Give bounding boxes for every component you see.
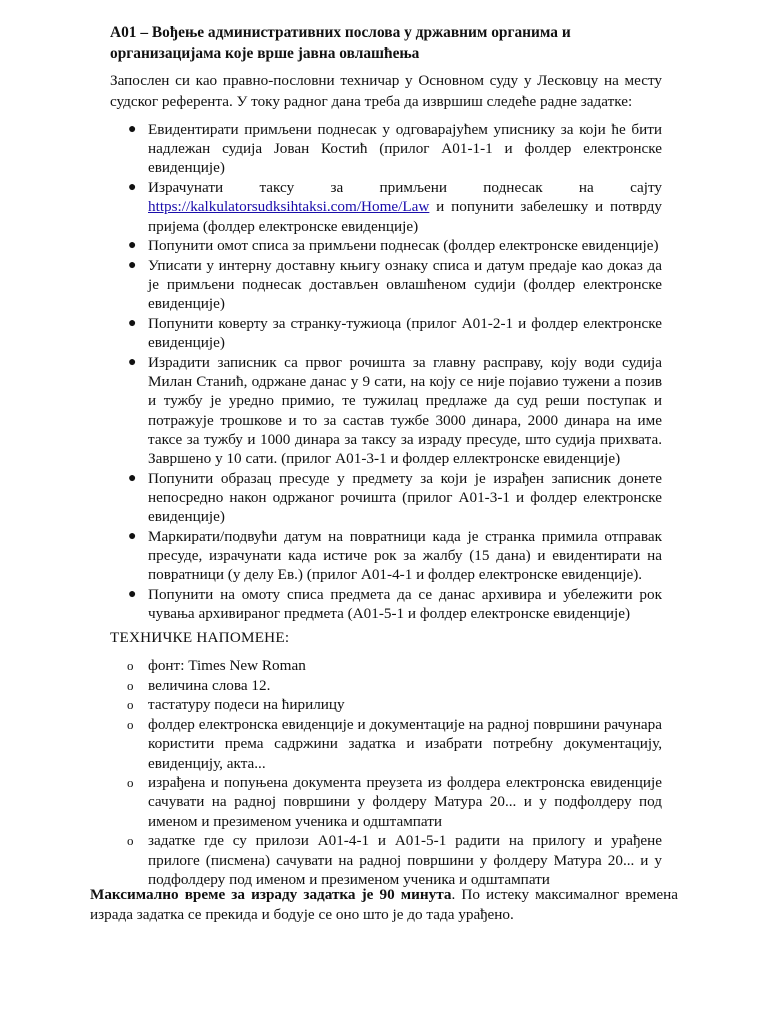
note-text: задатке где су прилози А01-4-1 и А01-5-1 радити на прилогу и урађене прилоге (писмена) сачувати на радној површини у фолдеру Матура 20... и у подфолдеру под именом и презименом ученика и одштампати — [148, 832, 662, 888]
list-item — [110, 469, 662, 527]
note-text: тастатуру подеси на ћирилицу — [148, 696, 345, 714]
list-item — [110, 236, 662, 255]
circle-bullet-icon: o — [127, 833, 134, 849]
circle-bullet-icon: o — [127, 717, 134, 733]
bullet-icon: ● — [128, 238, 137, 254]
document-title: А01 – Вођење административних послова у државним органима и организацијама које врше јавна овлашћења — [110, 24, 571, 62]
list-item — [110, 773, 662, 831]
bullet-icon: ● — [128, 257, 137, 273]
tax-calculator-link[interactable]: https://kalkulatorsudksihtaksi.com/Home/Law — [148, 198, 430, 216]
note-text: израђена и попуњена документа преузета из фолдера електронска евиденције сачувати на радној површини у фолдеру Матура 20... и у подфолдеру под именом и презименом ученика и одштампати — [148, 774, 662, 830]
task-text: Израдити записник са првог рочишта за главну расправу, коју води судија Милан Станић, одржане данас у 9 сати, на коју се није појавио тужени а позив и тужбу је уредно примио, те тужилац предлаже да суд реши поступак и потражује трошкове и то за састав тужбе 3000 динара, 2000 динара на име таксе за тужбу и 1000 динара за таксу за израду пресуде, што судија прихвата. Завршено у 10 сати. (прилог А01-3-1 и фолдер еллектронске евиденције) — [148, 353, 662, 467]
task-text-after-link: и попунити забелешку и потврду пријема (фолдер електронске евиденције) — [148, 198, 662, 235]
task-text: Попунити на омоту списа предмета да се данас архивира и убележити рок чувања архивираног предмета (А01-5-1 и фолдер електронске евиденције) — [148, 585, 662, 623]
list-item — [110, 676, 662, 695]
list-item — [110, 178, 662, 236]
notes-heading: ТЕХНИЧКЕ НАПОМЕНЕ: — [110, 629, 290, 646]
task-text: Евидентирати примљени поднесак у одговарајућем уписнику за који ће бити надлежан судија Јован Костић (прилог А01-1-1 и фолдер електронске евиденције) — [148, 121, 662, 177]
circle-bullet-icon: o — [127, 775, 134, 791]
note-text: величина слова 12. — [148, 676, 271, 694]
bullet-icon: ● — [128, 470, 137, 486]
bullet-icon: ● — [128, 316, 137, 332]
list-item — [110, 527, 662, 585]
list-item — [110, 715, 662, 773]
list-item — [110, 656, 662, 675]
intro-paragraph: Запослен си као правно-пословни техничар у Основном суду у Лесковцу на месту судског референта. У току радног дана треба да извршиш следеће радне задатке: — [110, 72, 662, 110]
task-text: Маркирати/подвући датум на повратници када је странка примила отправак пресуде, израчунати када истиче рок за жалбу (15 дана) и евидентирати на повратници (у делу Ев.) (прилог А01-4-1 и фолдер електронске евиденције). — [148, 527, 662, 584]
task-text-before-link: Израчунати таксу за примљени поднесак на сајту — [148, 179, 662, 197]
footer-paragraph — [90, 885, 678, 925]
bullet-icon: ● — [128, 354, 137, 370]
bullet-icon: ● — [128, 122, 137, 137]
bullet-icon: ● — [128, 528, 137, 544]
list-item — [110, 120, 662, 178]
note-text: фолдер електронска евиденције и документације на радној површини рачунара користити према садржини задатка и изабрати потребну документацију, евиденцију, акта... — [148, 716, 662, 772]
max-time-notice: Максимално време за израду задатка је 90 минута — [90, 886, 452, 903]
list-item — [110, 831, 662, 889]
note-text: фонт: Times New Roman — [148, 657, 306, 674]
list-item — [110, 256, 662, 314]
circle-bullet-icon: o — [127, 697, 134, 713]
circle-bullet-icon: o — [127, 677, 134, 693]
task-list — [110, 120, 662, 624]
footer-rest: . По истеку максималног времена израда задатка се прекида и бодује се оно што је до тада урађено. — [90, 886, 678, 923]
list-item — [110, 695, 662, 714]
task-text: Попунити коверту за странку-тужиоца (прилог А01-2-1 и фолдер електронске евиденције) — [148, 315, 662, 352]
list-item — [110, 585, 662, 623]
list-item — [110, 314, 662, 352]
task-text: Попунити образац пресуде у предмету за који је израђен записник донете непосредно након одржаног рочишта (прилог А01-3-1 и фолдер електронске евиденције) — [148, 469, 662, 526]
bullet-icon: ● — [128, 586, 137, 602]
task-text: Попунити омот списа за примљени поднесак (фолдер електронске евиденције) — [148, 237, 659, 255]
task-text: Уписати у интерну доставну књигу ознаку списа и датум предаје као доказ да је примљени поднесак достављен овлашћеном судији (фолдер електронске евиденције) — [148, 256, 662, 313]
bullet-icon: ● — [128, 180, 137, 196]
list-item — [110, 353, 662, 468]
notes-list — [110, 656, 662, 889]
circle-bullet-icon: o — [127, 658, 134, 673]
